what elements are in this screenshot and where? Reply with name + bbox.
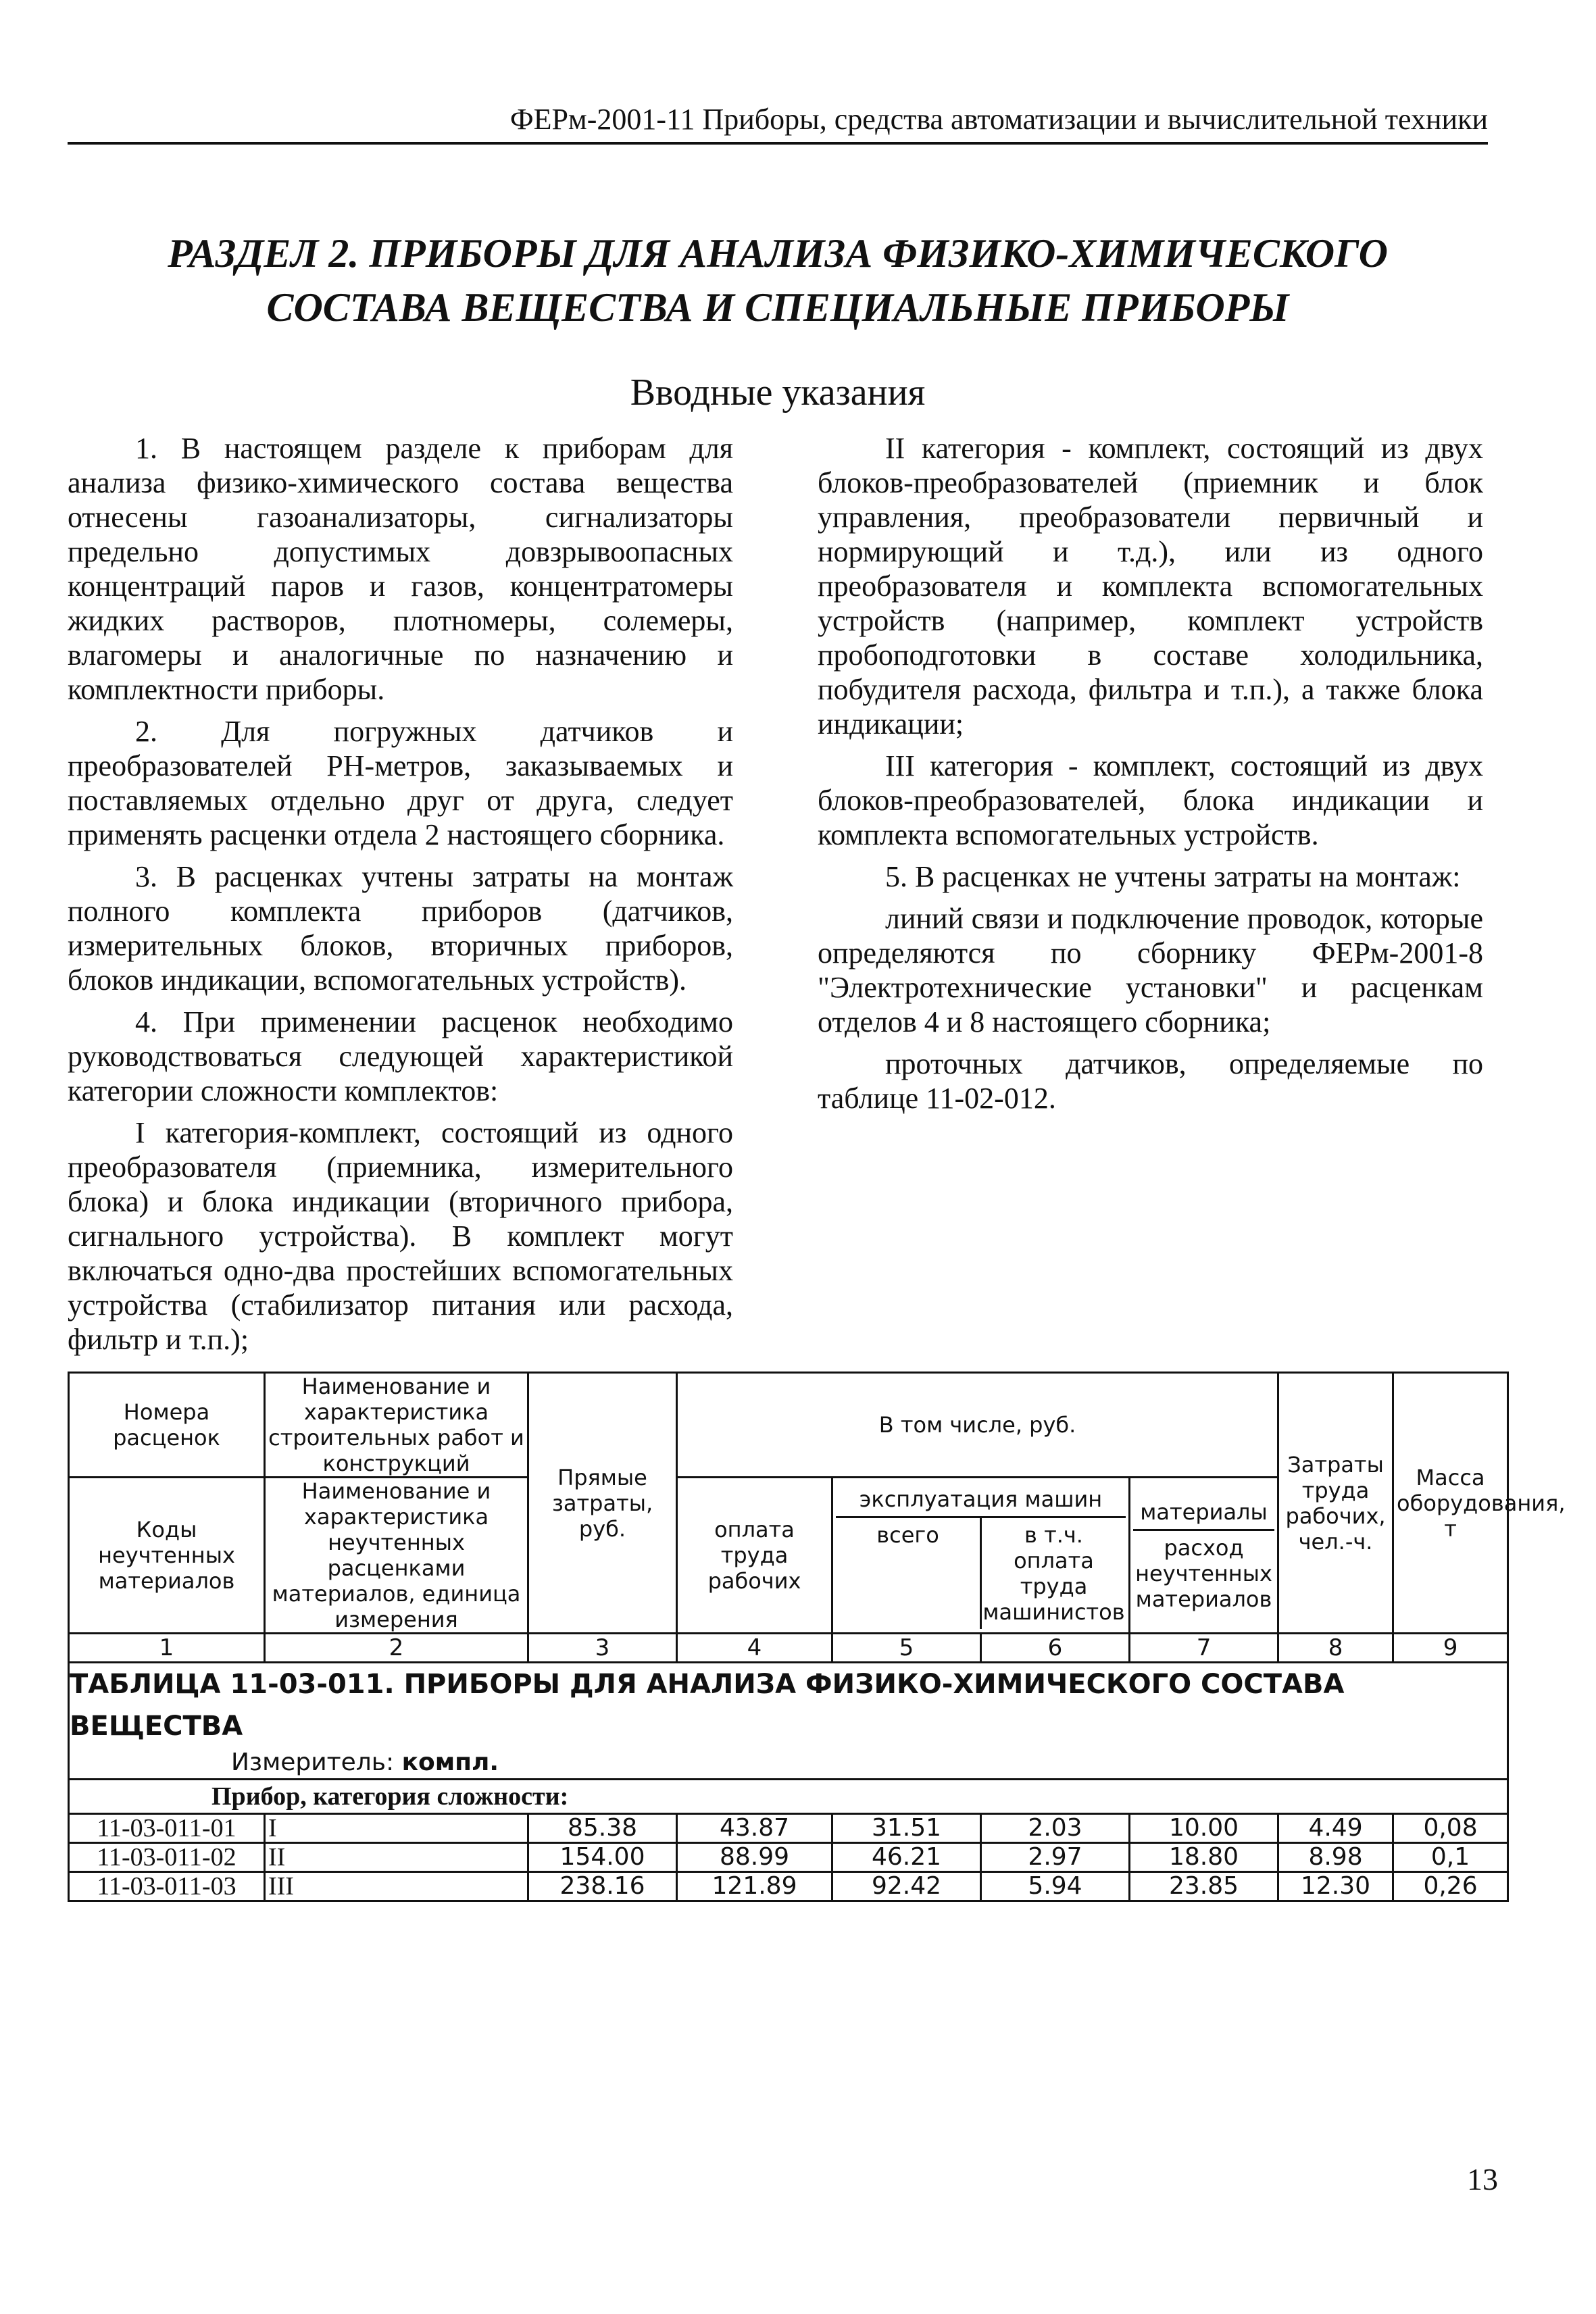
- rate-code: 11-03-011-03: [69, 1872, 265, 1901]
- materials-value: 10.00: [1130, 1814, 1278, 1843]
- table-meter: [69, 1747, 1508, 1780]
- header-machines-total: всего: [836, 1518, 982, 1629]
- direct-costs-value: 85.38: [528, 1814, 677, 1843]
- header-uncounted-name: Наименование и характеристика неучтенных расценками материалов, единица измерения: [265, 1478, 528, 1634]
- rates-table: [68, 1372, 1566, 1902]
- complexity-category: II: [265, 1843, 528, 1872]
- header-machine-operation: [832, 1478, 1130, 1634]
- table-title: ТАБЛИЦА 11-03-011. ПРИБОРЫ ДЛЯ АНАЛИЗА ФИЗИКО-ХИМИЧЕСКОГО СОСТАВА ВЕЩЕСТВА: [69, 1663, 1508, 1748]
- intro-paragraph: III категория - комплект, состоящий из двух блоков-преобразователей, блока индикации и комплекта вспомогательных устройств.: [818, 749, 1483, 851]
- column-number: 6: [981, 1634, 1130, 1663]
- machines-total-value: 92.42: [832, 1872, 981, 1901]
- machines-total-value: 46.21: [832, 1843, 981, 1872]
- column-number: 1: [69, 1634, 265, 1663]
- header-incl: В том числе, руб.: [677, 1373, 1278, 1478]
- materials-value: 23.85: [1130, 1872, 1278, 1901]
- header-equipment-mass: Масса оборудования, т: [1393, 1373, 1508, 1634]
- header-materials: [1130, 1478, 1278, 1634]
- header-uncounted-codes: Коды неучтенных материалов: [69, 1478, 265, 1634]
- machines-total-value: 31.51: [832, 1814, 981, 1843]
- section-title-line-2: СОСТАВА ВЕЩЕСТВА И СПЕЦИАЛЬНЫЕ ПРИБОРЫ: [266, 285, 1289, 330]
- labor-pay-value: 43.87: [677, 1814, 832, 1843]
- header-work-name: Наименование и характеристика строительных работ и конструкций: [265, 1373, 528, 1478]
- column-number: 2: [265, 1634, 528, 1663]
- meter-label: Измеритель:: [231, 1749, 395, 1776]
- intro-paragraph: 4. При применении расценок необходимо руководствоваться следующей характеристикой категории сложности комплектов:: [68, 1005, 733, 1107]
- equipment-mass-value: 0,08: [1393, 1814, 1508, 1843]
- intro-paragraph: 1. В настоящем разделе к приборам для анализа физико-химического состава вещества отнесены газоанализаторы, сигнализаторы предельно допустимых довзрывоопасных концентраций паров и газов, концентратомеры жидких растворов, плотномеры, солемеры, влагомеры и аналогичные по назначению и комплектности приборы.: [68, 432, 733, 706]
- column-number: 3: [528, 1634, 677, 1663]
- column-number: 5: [832, 1634, 981, 1663]
- complexity-category: I: [265, 1814, 528, 1843]
- intro-paragraph: линий связи и подключение проводок, которые определяются по сборнику ФЕРм-2001-8 "Электротехнические установки" и расценкам отделов 4 и 8 настоящего сборника;: [818, 902, 1483, 1038]
- header-machine-operation-label: эксплуатация машин: [836, 1482, 1126, 1518]
- materials-value: 18.80: [1130, 1843, 1278, 1872]
- equipment-mass-value: 0,1: [1393, 1843, 1508, 1872]
- table-group-label: Прибор, категория сложности:: [69, 1780, 1508, 1814]
- intro-paragraph: 3. В расценках учтены затраты на монтаж полного комплекта приборов (датчиков, измерительных блоков, вторичных приборов, блоков индикации, вспомогательных устройств).: [68, 860, 733, 997]
- intro-paragraph: 5. В расценках не учтены затраты на монтаж:: [885, 860, 1461, 893]
- section-title-line-1: РАЗДЕЛ 2. ПРИБОРЫ ДЛЯ АНАЛИЗА ФИЗИКО-ХИМИЧЕСКОГО: [168, 231, 1388, 276]
- machinists-pay-value: 5.94: [981, 1872, 1130, 1901]
- header-labor-hours: Затраты труда рабочих, чел.-ч.: [1278, 1373, 1393, 1634]
- direct-costs-value: 154.00: [528, 1843, 677, 1872]
- labor-hours-value: 12.30: [1278, 1872, 1393, 1901]
- column-number: 7: [1130, 1634, 1278, 1663]
- table-row: [69, 1872, 1508, 1901]
- meter-unit: компл.: [401, 1749, 499, 1776]
- running-header: ФЕРм-2001-11 Приборы, средства автоматизации и вычислительной техники: [68, 101, 1488, 145]
- machinists-pay-value: 2.03: [981, 1814, 1130, 1843]
- header-uncounted-consumption: расход неучтенных материалов: [1135, 1534, 1272, 1612]
- intro-paragraph: I категория-комплект, состоящий из одного преобразователя (приемника, измерительного блока) и блока индикации (вторичного прибора, сигнального устройства). В комплект могут включаться одно-два простейших вспомогательных устройства (стабилизатор питания или расхода, фильтр и т.п.);: [68, 1116, 733, 1356]
- labor-hours-value: 4.49: [1278, 1814, 1393, 1843]
- labor-pay-value: 88.99: [677, 1843, 832, 1872]
- intro-paragraph: 2. Для погружных датчиков и преобразователей PH-метров, заказываемых и поставляемых отдельно друг от друга, следует применять расценки отдела 2 настоящего сборника.: [68, 715, 733, 851]
- table-row: [69, 1814, 1508, 1843]
- rate-code: 11-03-011-02: [69, 1843, 265, 1872]
- labor-hours-value: 8.98: [1278, 1843, 1393, 1872]
- header-direct-costs: Прямые затраты, руб.: [528, 1373, 677, 1634]
- column-number-row: [69, 1634, 1508, 1663]
- rates-table-wrapper: [68, 1372, 1566, 1902]
- header-machinists-pay: в т.ч. оплата труда машинистов: [982, 1521, 1125, 1625]
- column-number: 9: [1393, 1634, 1508, 1663]
- intro-right-column: [818, 431, 1483, 1123]
- page-number: 13: [1467, 2162, 1498, 2196]
- machinists-pay-value: 2.97: [981, 1843, 1130, 1872]
- complexity-category: III: [265, 1872, 528, 1901]
- intro-heading: Вводные указания: [630, 372, 926, 413]
- intro-paragraph: II категория - комплект, состоящий из двух блоков-преобразователей (приемник и блок управления, преобразователи первичный и нормирующий и т.д.), или из одного преобразователя и комплекта вспомогательных устройств (например, комплект устройств пробоподготовки в составе холодильника, побудителя расхода, фильтра и т.п.), а также блока индикации;: [818, 432, 1483, 740]
- column-number: 8: [1278, 1634, 1393, 1663]
- rate-code: 11-03-011-01: [69, 1814, 265, 1843]
- table-row: [69, 1843, 1508, 1872]
- section-title: [68, 226, 1488, 334]
- intro-left-column: [68, 431, 733, 1364]
- header-rate-numbers: Номера расценок: [69, 1373, 265, 1478]
- intro-paragraph: проточных датчиков, определяемые по таблице 11-02-012.: [818, 1047, 1483, 1115]
- labor-pay-value: 121.89: [677, 1872, 832, 1901]
- header-materials-label: материалы: [1133, 1495, 1274, 1531]
- equipment-mass-value: 0,26: [1393, 1872, 1508, 1901]
- column-number: 4: [677, 1634, 832, 1663]
- header-labor-pay: оплата труда рабочих: [677, 1478, 832, 1634]
- direct-costs-value: 238.16: [528, 1872, 677, 1901]
